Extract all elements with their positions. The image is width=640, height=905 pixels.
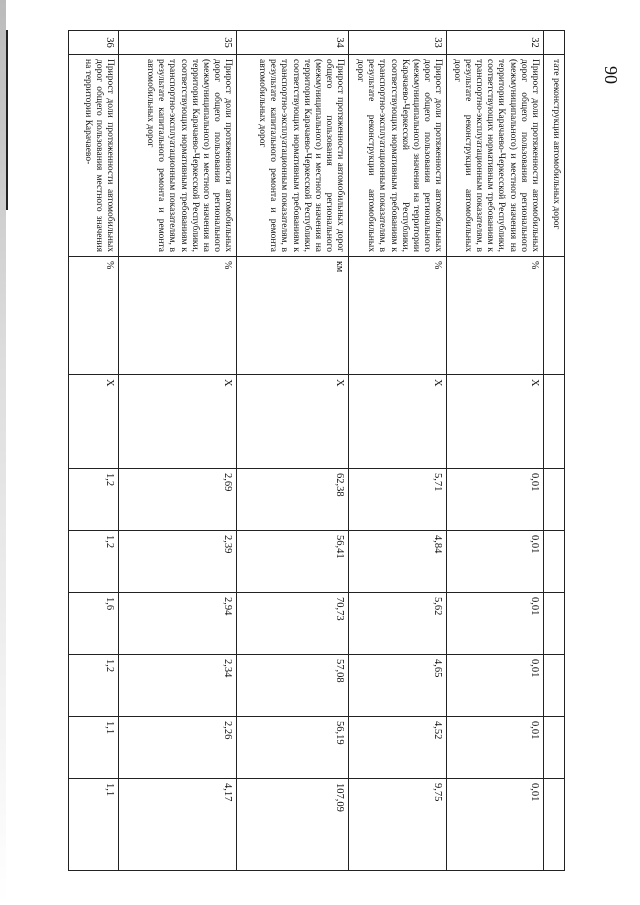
row-value: 0,01 (447, 531, 544, 593)
row-value: 2,34 (119, 655, 237, 717)
row-value: 1,1 (69, 717, 119, 779)
row-value: 0,01 (447, 593, 544, 655)
row-unit: % (349, 257, 447, 375)
carry-over-empty-cell (544, 779, 565, 871)
row-number: 35 (119, 31, 237, 55)
row-value: 62,38 (237, 469, 349, 531)
table-row (349, 31, 447, 871)
row-value: 0,01 (447, 469, 544, 531)
carry-over-text: тате реконструкции автомобильных дорог (544, 55, 565, 257)
row-value: 0,01 (447, 717, 544, 779)
row-value: 4,17 (119, 779, 237, 871)
row-value: 2,39 (119, 531, 237, 593)
row-unit: % (69, 257, 119, 375)
table-row (119, 31, 237, 871)
row-mark: X (237, 375, 349, 469)
row-unit: % (119, 257, 237, 375)
row-value: 70,73 (237, 593, 349, 655)
row-mark: X (69, 375, 119, 469)
carry-over-empty-cell (544, 257, 565, 375)
carry-over-empty-cell (544, 655, 565, 717)
row-value: 1,1 (69, 779, 119, 871)
row-description: Прирост доли протяженности автомобильных дорог общего пользования регионального (межмуниципального) и местного значения на территории Карачаево-Черкесской Республики, соответствующих нормативным требованиям к транспортно-эксплуатационным показателям, в результате реконструкции автомобильных дорог (447, 55, 544, 257)
row-value: 107,09 (237, 779, 349, 871)
row-unit: км (237, 257, 349, 375)
row-number: 36 (69, 31, 119, 55)
row-description: Прирост доли протяженности автомобильных дорог общего пользования регионального (межмуниципального) значения на территории Карачаево-Черкесской Республики, соответствующих нормативным требованиям к транспортно-эксплуатационным показателям, в результате реконструкции автомобильных дорог (349, 55, 447, 257)
carry-over-empty-cell (544, 469, 565, 531)
indicator-table-rotated (82, 30, 565, 870)
row-value: 2,94 (119, 593, 237, 655)
table-row (237, 31, 349, 871)
row-mark: X (349, 375, 447, 469)
row-value: 4,84 (349, 531, 447, 593)
row-value: 1,6 (69, 593, 119, 655)
carry-over-num-cell (544, 31, 565, 55)
row-value: 5,71 (349, 469, 447, 531)
row-value: 57,08 (237, 655, 349, 717)
row-number: 33 (349, 31, 447, 55)
row-value: 2,69 (119, 469, 237, 531)
row-value: 0,01 (447, 779, 544, 871)
row-value: 1,2 (69, 531, 119, 593)
indicator-table (68, 30, 565, 871)
carry-over-empty-cell (544, 593, 565, 655)
row-value: 0,01 (447, 655, 544, 717)
row-description: Прирост доли протяженности автомобильных дорог общего пользования регионального (межмуниципального) и местного значения на территории Карачаево-Черкесской Республики, соответствующих нормативным требованиям к транспортно-эксплуатационным показателям, в результате капитального ремонта и ремонта автомобильных дорог (119, 55, 237, 257)
row-value: 56,19 (237, 717, 349, 779)
row-value: 1,2 (69, 469, 119, 531)
table-row (447, 31, 544, 871)
carry-over-empty-cell (544, 375, 565, 469)
page-number: 90 (601, 66, 621, 84)
row-value: 9,75 (349, 779, 447, 871)
row-value: 2,26 (119, 717, 237, 779)
carry-over-empty-cell (544, 531, 565, 593)
row-value: 4,52 (349, 717, 447, 779)
carry-over-row (544, 31, 565, 871)
row-value: 4,65 (349, 655, 447, 717)
row-number: 34 (237, 31, 349, 55)
row-value: 5,62 (349, 593, 447, 655)
row-mark: X (447, 375, 544, 469)
row-unit: % (447, 257, 544, 375)
row-description: Прирост доли протяженности автомобильных дорог общего пользования местного значения на территории Карачаево- (69, 55, 119, 257)
table-row (69, 31, 119, 871)
row-value: 1,2 (69, 655, 119, 717)
row-description: Прирост протяженности автомобильных дорог общего пользования регионального (межмуниципального) и местного значения на территории Карачаево-Черкесской Республики, соответствующих нормативным требованиям к транспортно-эксплуатационным показателям, в результате капитального ремонта и ремонта автомобильных дорог (237, 55, 349, 257)
scan-edge-line (6, 30, 8, 210)
carry-over-empty-cell (544, 717, 565, 779)
row-mark: X (119, 375, 237, 469)
row-value: 56,41 (237, 531, 349, 593)
row-number: 32 (447, 31, 544, 55)
